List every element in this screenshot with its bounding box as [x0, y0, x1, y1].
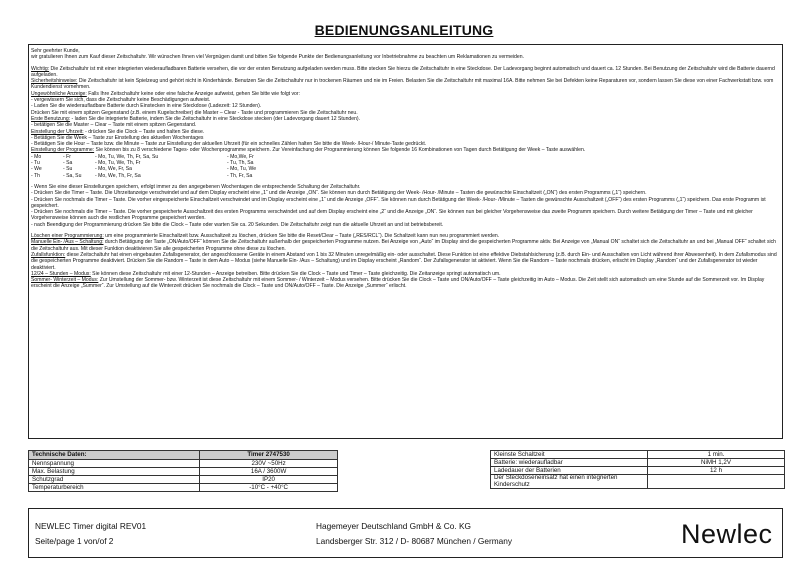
tech-header-model: Timer 2747530 — [200, 451, 338, 460]
instructions-box — [28, 44, 783, 439]
combo-row: - Tu - Sa - Mo, Tu, We, Th, Fr - Tu, Th, Sa — [31, 160, 254, 167]
table-row: Ladedauer der Batterien 12 h — [491, 467, 785, 475]
tech-header-label: Technische Daten: — [29, 451, 200, 460]
section-erste: Erste Benutzung: - laden Sie die integrierte Batterie, indem Sie die Zeitschaltuhr in eine Steckdose stecken (der Ladevorgang dauert 12 Stunden). — [31, 115, 361, 122]
section-modus: 12/24 – Stunden – Modus: Sie können diese Zeitschaltuhr mit einer 12-Stunden – Anzeige betreiben. Bitte drücken Sie die Clock – Taste und Timer – Taste gleichzeitig. Die Zeitanzeige springt automatisch um. — [31, 270, 501, 277]
section-wichtig: Wichtig: Die Zeitschaltuhr ist mit einer integrierten wiederaufladbaren Batterie versehen, die vor der ersten Benutzung aufgeladen werden muss. Bitte stecken Sie hierzu die Zeitschaltuhr in eine Steckdose. Der Ladevorgang beginnt automatisch und dauert ca. 12 Stunden. Bei Benutzung der Zeitschaltuhr wird die Batterie dauernd aufgeladen. — [31, 65, 775, 78]
intro-text: wir gratulieren Ihnen zum Kauf dieser Zeitschaltuhr. Wir wünschen Ihnen viel Vergnügen damit und bitten Sie folgende Punkte der Bedienungsanleitung vor Inbetriebnahme zu beachten um Reklamationen zu vermeiden. — [31, 54, 524, 61]
table-row: Nennspannung 230V ~50Hz — [29, 460, 338, 468]
uhrzeit-line: - Betätigen Sie die Week – Taste zur Einstellung des aktuellen Wochentages — [31, 134, 204, 141]
step-text: - Drücken Sie nochmals die Timer – Taste. Die vorher gespeicherte Ausschaltzeit des ersten Programms verschwindet und auf dem Display erscheint eine „2“ und die Anzeige „ON“. Sie können nun bei gleicher Vorgehensweise das zweite Programm speichern. Durch weitere Betätigung der Timer – Taste und mit gleicher Vorgehensweise können auch die restlichen Programme gespeichert werden. — [31, 209, 753, 222]
greeting: Sehr geehrter Kunde, — [31, 48, 80, 54]
section-uhrzeit: Einstellung der Uhrzeit: - drücken Sie die Clock – Taste und halten Sie diese. — [31, 128, 205, 135]
footer-address: Landsberger Str. 312 / D- 80687 München / Germany — [316, 536, 513, 546]
step-text: - Wenn Sie eine dieser Einstellungen speichern, erfolgt immer zu den angegebenen Wochentagen die entsprechende Schaltung der Zeitschaltuhr. — [31, 183, 361, 190]
ungewoehnlich-line: - vergewissern Sie sich, dass die Zeitschaltuhr keine Beschädigungen aufweist. — [31, 97, 211, 104]
table-row: Max. Belastung 16A / 3600W — [29, 468, 338, 476]
table-row: Temperaturbereich -10°C - +40°C — [29, 484, 338, 492]
combo-row: - Th - Sa, Su - Mo, We, Th, Fr, Sa - Th, Fr, Sa — [31, 172, 253, 179]
footer-product: NEWLEC Timer digital REV01 — [35, 521, 147, 531]
step-text: - Drücken Sie nochmals die Timer – Taste. Die vorher eingespeicherte Einschaltzeit verschwindet und im Display erscheint eine „1“ und die Anzeige „OFF“. Sie können nun durch Betätigung der Week- /Hour- /Minute – Tasten die gewünschte Ausschaltzeit („OFF“) des ersten Programms („1“) speichern. Das erste Programm ist gespeichert. — [31, 196, 766, 209]
footer — [28, 508, 783, 558]
day-combinations — [31, 154, 780, 179]
table-row: Schutzgrad IP20 — [29, 476, 338, 484]
table-row: Kleinste Schaltzeit 1 min. — [491, 451, 785, 459]
erste-line: - betätigen Sie die Master – Clear – Taste mit einem spitzen Gegenstand. — [31, 122, 197, 129]
section-sommer: Sommer- Winterzeit – Modus: Zur Umstellung der Sommer- bzw. Winterzeit ist diese Zeitschaltuhr mit einem Sommer- / Winterzeit – Modus versehen. Bitte drücken Sie die Clock – Taste und ON/Auto/OFF – Taste gleichzeitig im Auto – Modus. Die Zeit stellt sich automatisch um eine Stunde auf die Sommerzeit vor. Im Display erscheint die Anzeige „Summer“. Zur Umstellung auf die Winterzeit drücken Sie nochmals die Clock – Taste und ON/Auto/OFF – Taste. Die Anzeige „Summer“ erlischt. — [31, 277, 765, 290]
step-text: - nach Beendigung der Programmierung drücken Sie bitte die Clock – Taste oder warten Sie ca. 20 Sekunden. Die Zeitschaltuhr zeigt nun die aktuelle Uhrzeit an und ist betriebsbereit. — [31, 221, 444, 228]
ungewoehnlich-line: - Laden Sie die wiederaufladbare Batterie durch Einstecken in eine Steckdose (Ladezeit: 12 Stunden). — [31, 103, 262, 110]
newlec-logo: Newlec — [681, 519, 773, 549]
combo-row: - Mo - Fr - Mo, Tu, We, Th, Fr, Sa, Su - Mo,We, Fr — [31, 153, 254, 160]
page-title: BEDIENUNGSANLEITUNG — [314, 22, 494, 38]
section-programme: Einstellung der Programme: Sie können bis zu 8 verschiedene Tages- oder Wochenprogramme speichern. Zur Vereinfachung der Programmierung können Sie folgende 16 Kombinationen von Tagen durch Betätigung der Week – Taste auswählen. — [31, 147, 586, 154]
tech-data-table-extra — [490, 450, 785, 489]
footer-company: Hagemeyer Deutschland GmbH & Co. KG — [316, 521, 471, 531]
section-loeschen: Löschen einer Programmierung: um eine programmierte Einschaltzeit bzw. Ausschaltzeit zu löschen, drücken Sie bitte die Reset/Clear – Taste („RES/RCL“). Die Schaltzeit kann nun neu programmiert werden. — [31, 233, 500, 240]
ungewoehnlich-line: Drücken Sie mit einem spitzen Gegenstand (z.B. einem Kugelschreiber) die Master – Clear - Taste und programmieren Sie die Zeitschaltuhr neu. — [31, 109, 358, 116]
tech-data-table — [28, 450, 338, 492]
tech-table-header — [29, 451, 338, 460]
section-sicherheit: Sicherheitshinweise: Die Zeitschaltuhr ist kein Spielzeug und gehört nicht in Kinderhände. Benutzen Sie die Zeitschaltuhr nur in trockenen Räumen und nie im Freien. Belasten Sie die Zeitschaltuhr mit maximal 16A. Bitte nehmen Sie bei Defekten keine Reparaturen vor, sondern lassen Sie diese von einer Fachwerkstatt bzw. vom Kundendienst vornehmen. — [31, 78, 774, 91]
table-row: Batterie: wiederaufladbar NiMH 1,2V — [491, 459, 785, 467]
section-manuell: Manuelle Ein- /Aus – Schaltung: durch Betätigung der Taste „ON/Auto/OFF“ können Sie die Zeitschaltuhr außerhalb der gespeicherten Programme nutzen. Bei Anzeige von „Auto“ im Display sind die gespeicherten Programme aktiv. Bei Anzeige von „Manual ON“ schaltet sich die Zeitschaltuhr an und bei „Manual OFF“ schaltet sich die Zeitschaltuhr aus. Mit dieser Funktion deaktivieren Sie alle gespeicherten Programme ohne diese zu löschen. — [31, 239, 777, 252]
footer-page-number: Seite/page 1 von/of 2 — [35, 536, 114, 546]
section-ungewoehnlich: Ungewöhnliche Anzeige: Falls Ihre Zeitschaltuhr keine oder eine falsche Anzeige aufweist, gehen Sie bitte wie folgt vor: — [31, 90, 301, 97]
combo-row: - We - Su - Mo, We, Fr, Sa - Mo, Tu, We — [31, 166, 257, 173]
table-row: Der Steckdoseneinsatz hat einen integrierten Kinderschutz — [491, 475, 785, 489]
step-text: - Drücken Sie die Timer – Taste. Die Uhrzeitanzeige verschwindet und auf dem Display erscheint eine „1“ und die Anzeige „ON“. Sie können nun durch Betätigung der Week- /Hour- /Minute – Tasten die gewünschte Einschaltzeit („ON“) des ersten Programms („1“) speichern. — [31, 190, 647, 197]
section-zufall: Zufallsfunktion: diese Zeitschaltuhr hat einen eingebauten Zufallsgenerator, der angeschlossene Geräte in einem Abstand von 1 bis 32 Minuten unregelmäßig ein- oder ausschaltet. Diese Funktion ist eine effektive Diebstahlsicherung (z.B. durch Ein- und Ausschalten von Licht während ihrer Abwesenheit). In dem Zufallsmodus sind die gespeicherten Programme deaktiviert. Drücken Sie die Random – Taste in dem Auto – Modus (siehe Manuelle Ein- /Aus – Schaltung) und im Display erscheint „Random“. Der Zufallsgenerator ist aktiviert. Wenn Sie die Random – Taste nochmals drücken, erlischt im Display „Random“ und der Zufallsgenerator ist wieder deaktiviert. — [31, 251, 777, 271]
uhrzeit-line: - Betätigen Sie die Hour – Taste bzw. die Minute – Taste zur Einstellung der aktuellen Uhrzeit (für ein schnelles Zählen halten Sie bitte die Week- /Hour-/ Minute-Taste gedrückt. — [31, 141, 427, 148]
